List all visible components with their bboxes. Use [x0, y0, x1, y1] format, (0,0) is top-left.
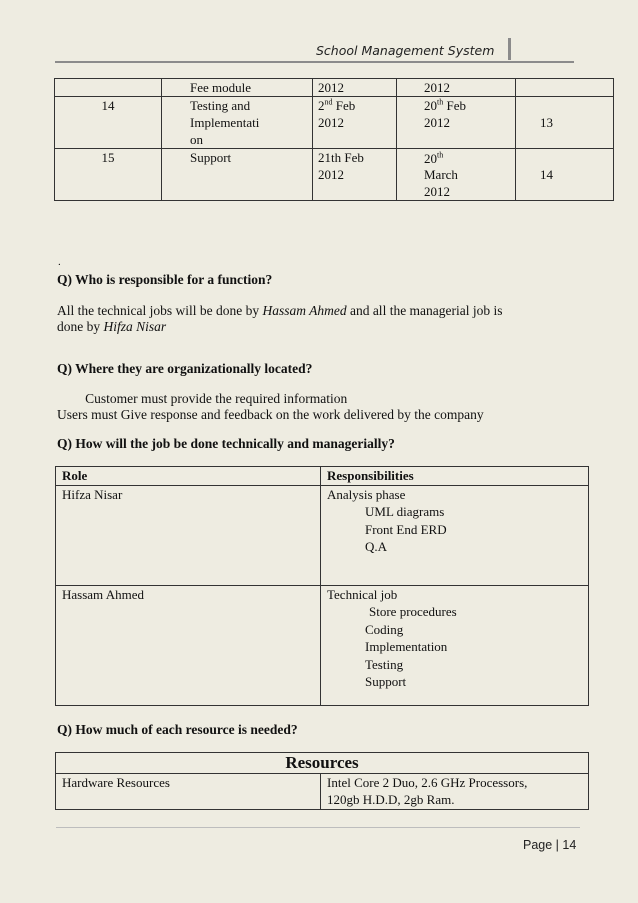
responsibility-item: Support [365, 674, 407, 689]
header-vertical-bar [508, 38, 511, 60]
responsibility-item: UML diagrams [365, 504, 445, 519]
question-location: Q) Where they are organizationally located? [57, 361, 313, 376]
responsibility-item: Coding [365, 621, 404, 637]
person-name: Hifza Nisar [103, 319, 167, 334]
end-date-cell: 2012 [397, 79, 516, 97]
task-number-cell [55, 79, 162, 97]
start-year: 2012 [318, 115, 344, 130]
start-date-line: 21th Feb [318, 150, 364, 165]
responsibility-item: Implementation [365, 639, 448, 654]
end-month: Feb [443, 98, 466, 113]
start-date-line: 2012 [318, 167, 344, 182]
table-row [56, 485, 589, 585]
duration-cell: 13 [516, 97, 614, 149]
responsibility-title: Technical job [327, 586, 398, 602]
responsibility-cell [321, 585, 589, 705]
table-row [56, 585, 589, 705]
schedule-table [54, 78, 614, 201]
person-name: Hassam Ahmed [262, 303, 347, 318]
end-day: 20 [424, 151, 437, 166]
task-number-cell [55, 97, 162, 149]
question-responsible: Q) Who is responsible for a function? [57, 272, 273, 287]
duration-cell [516, 79, 614, 97]
header-rule [55, 61, 574, 63]
resources-title: Resources [56, 753, 589, 774]
resource-value-line: Intel Core 2 Duo, 2.6 GHz Processors, [327, 774, 528, 790]
bullet-text: Customer must provide the required information [85, 391, 348, 406]
resource-label-cell: Hardware Resources [56, 773, 321, 809]
question-resources: Q) How much of each resource is needed? [57, 722, 298, 737]
task-name-cell: Support [162, 149, 313, 201]
role-cell: Hassam Ahmed [56, 585, 321, 705]
responsibility-title: Analysis phase [327, 486, 406, 502]
table-header-row [56, 753, 589, 774]
responsibility-item: Front End ERD [365, 521, 447, 537]
end-date-cell [397, 149, 516, 201]
responsibility-item: Store procedures [369, 604, 457, 619]
responsibility-item: Q.A [365, 539, 388, 554]
responsible-answer-line2 [57, 319, 166, 335]
stray-dot: . [58, 256, 61, 268]
answer-text: done by [57, 319, 104, 334]
resource-value-line: 120gb H.D.D, 2gb Ram. [327, 792, 455, 807]
document-header-title: School Management System [316, 43, 495, 58]
resource-value-cell [321, 773, 589, 809]
task-name-cell [162, 97, 313, 149]
end-day-suffix: th [437, 150, 444, 160]
task-number: 14 [101, 98, 115, 113]
table-row [56, 773, 589, 809]
start-date-cell: 2012 [313, 79, 397, 97]
end-date-line: 2012 [424, 184, 450, 199]
start-date-cell [313, 149, 397, 201]
table-row [55, 149, 614, 201]
column-header-role: Role [56, 467, 321, 486]
table-row [55, 97, 614, 149]
location-bullet-item [75, 391, 347, 407]
role-cell: Hifza Nisar [56, 485, 321, 585]
footer-rule [56, 827, 580, 828]
start-month: Feb [332, 98, 356, 113]
page-number: Page | 14 [523, 838, 577, 852]
responsibility-item: Testing [365, 656, 404, 672]
task-name-line: Implementati [190, 115, 260, 130]
end-day-suffix: th [437, 97, 444, 107]
column-header-responsibilities: Responsibilities [321, 467, 589, 486]
end-date-line: March [424, 167, 458, 182]
end-year: 2012 [424, 115, 450, 130]
task-name-line: Testing and [190, 98, 251, 113]
start-date-cell [313, 97, 397, 149]
answer-text: and all the managerial job is [346, 303, 503, 318]
table-row [55, 79, 614, 97]
task-number-cell: 15 [55, 149, 162, 201]
end-date-cell [397, 97, 516, 149]
location-text: Users must Give response and feedback on the work delivered by the company [57, 407, 484, 422]
responsibility-cell [321, 485, 589, 585]
task-name-cell: Fee module [162, 79, 313, 97]
start-day-suffix: nd [324, 97, 333, 107]
start-day: 2 [318, 98, 325, 113]
answer-text: All the technical jobs will be done by [57, 303, 263, 318]
question-how-job-done: Q) How will the job be done technically and managerially? [57, 436, 395, 451]
table-header-row [56, 467, 589, 486]
resources-table [55, 752, 589, 810]
task-name-line: on [190, 132, 203, 147]
responsible-answer-line1 [57, 303, 503, 319]
duration-cell: 14 [516, 149, 614, 201]
end-day: 20 [424, 98, 437, 113]
roles-table [55, 466, 589, 706]
